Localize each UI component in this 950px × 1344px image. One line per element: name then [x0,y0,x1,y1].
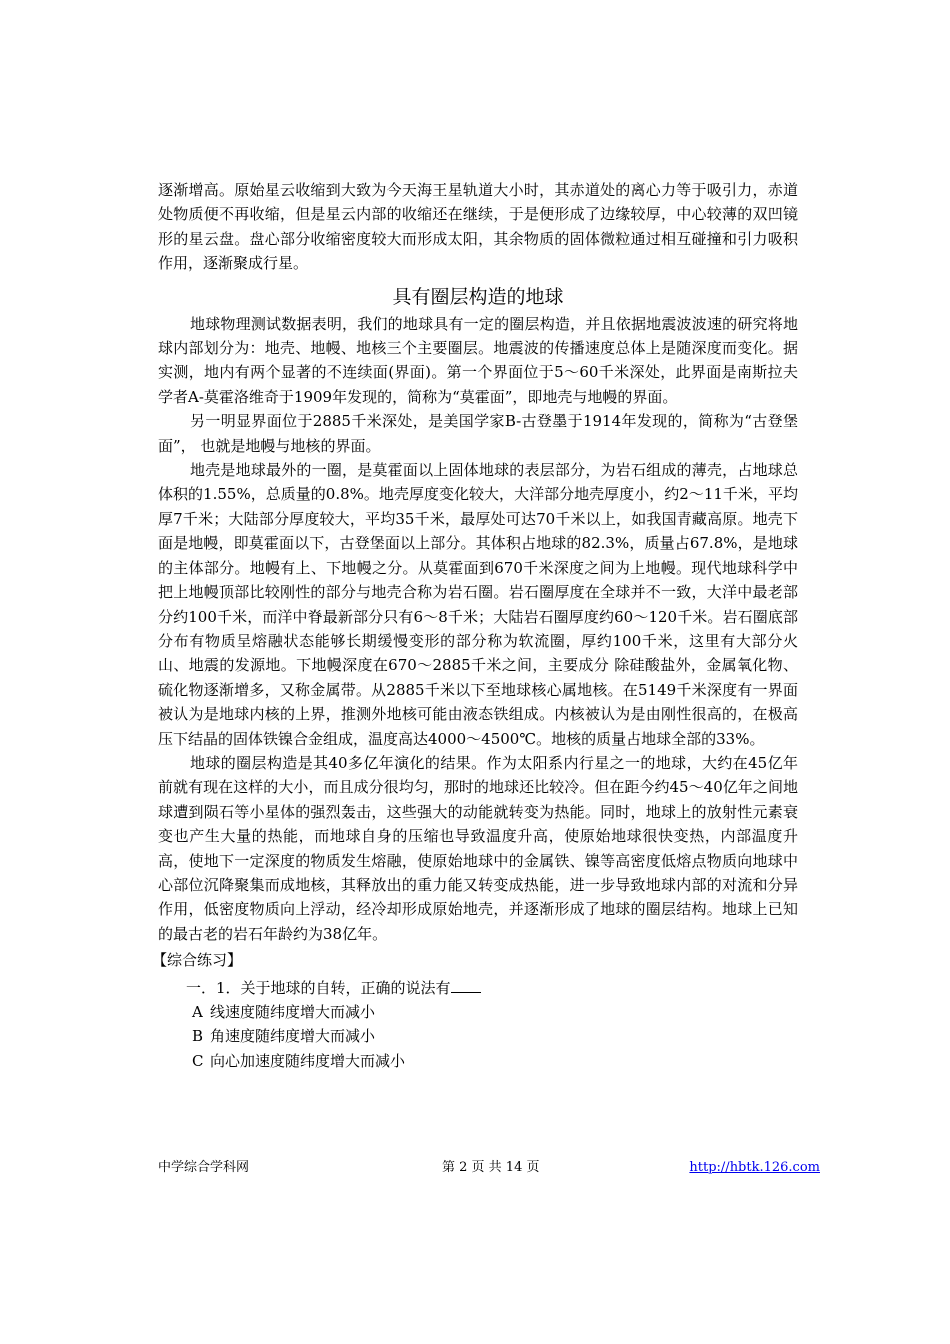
option-text: 线速度随纬度增大而减小 [210,1003,376,1021]
paragraph-layers-intro: 地球物理测试数据表明，我们的地球具有一定的圈层构造，并且依据地震波波速的研究将地球内部划分为：地壳、地幔、地核三个主要圈层。地震波的传播速度总体上是随深度而变化。据实测，地内有两个显著的不连续面(界面)。第一个界面位于5～60千米深处，此界面是南斯拉夫学者A-莫霍洛维奇于1909年发现的，简称为“莫霍面”，即地壳与地幔的界面。 [158,314,798,406]
question-1 [186,976,798,1000]
option-letter: B [192,1027,204,1046]
paragraph-crust-mantle-core: 地壳是地球最外的一圈，是莫霍面以上固体地球的表层部分，为岩石组成的薄壳，占地球总体积的1.55%，总质量的0.8%。地壳厚度变化较大，大洋部分地壳厚度小，约2～11千米，平均厚7千米；大陆部分厚度较大，平均35千米，最厚处可达70千米以上，如我国青藏高原。地壳下面是地幔，即莫霍面以下，古登堡面以上部分。其体积占地球的82.3%，质量占67.8%，是地球的主体部分。地幔有上、下地幔之分。从莫霍面到670千米深度之间为上地幔。现代地球科学中把上地幔顶部比较刚性的部分与地壳合称为岩石圈。岩石圈厚度在全球并不一致，大洋中最老部分约100千米，而洋中脊最新部分只有6～8千米；大陆岩石圈厚度约60～120千米。岩石圈底部分布有物质呈熔融状态能够长期缓慢变形的部分称为软流圈，厚约100千米，这里有大部分火山、地震的发源地。下地幔深度在670～2885千米之间，主要成分 除硅酸盐外，金属氧化物、硫化物逐渐增多，又称金属带。从2885千米以下至地球核心属地核。在5149千米深度有一界面被认为是地球内核的上界，推测外地核可能由液态铁组成。内核被认为是由刚性很高的，在极高压下结晶的固体铁镍合金组成，温度高达4000～4500℃。地核的质量占地球全部的33%。 [158,461,798,748]
page-footer [158,1159,820,1179]
option-letter: C [192,1051,204,1070]
answer-blank [451,978,481,993]
paragraph-evolution: 地球的圈层构造是其40多亿年演化的结果。作为太阳系内行星之一的地球，大约在45亿年前就有现在这样的大小，而且成分很均匀，那时的地球还比较冷。但在距今约45～40亿年之间地球遭到陨石等小星体的强烈轰击，这些强大的动能就转变为热能。同时，地球上的放射性元素衰变也产生大量的热能，而地球自身的压缩也导致温度升高，使原始地球很快变热，内部温度升高，使地下一定深度的物质发生熔融，使原始地球中的金属铁、镍等高密度低熔点物质向地球中心部位沉降聚集而成地核，其释放出的重力能又转变成热能，进一步导致地球内部的对流和分异作用，低密度物质向上浮动，经冷却形成原始地壳，并逐渐形成了地球的圈层结构。地球上已知的最古老的岩石年龄约为38亿年。 [158,753,798,943]
footer-site-name: 中学综合学科网 [158,1160,250,1175]
footer-page-number: 第 2 页 共 14 页 [442,1160,540,1175]
page-content [152,178,798,1073]
option-c [192,1049,798,1073]
footer-link[interactable]: http://hbtk.126.com [689,1160,820,1175]
paragraph-gutenberg: 另一明显界面位于2885千米深处，是美国学家B-古登墨于1914年发现的，简称为“古登堡面”， 也就是地幔与地核的界面。 [158,412,798,455]
option-b [192,1024,798,1048]
option-text: 角速度随纬度增大而减小 [210,1027,376,1046]
section-title: 具有圈层构造的地球 [392,285,564,308]
question-text: 一．1．关于地球的自转，正确的说法有 [186,978,451,997]
option-letter: A [192,1003,203,1021]
option-text: 向心加速度随纬度增大而减小 [210,1051,406,1070]
exercise-heading: 【综合练习】 [152,951,243,970]
intro-paragraph: 逐渐增高。原始星云收缩到大致为今天海王星轨道大小时，其赤道处的离心力等于吸引力，赤道处物质便不再收缩，但是星云内部的收缩还在继续，于是便形成了边缘较厚，中心较薄的双凹镜形的星云盘。盘心部分收缩密度较大而形成太阳，其余物质的固体微粒通过相互碰撞和引力吸积作用，逐渐聚成行星。 [158,181,798,273]
option-a [192,1000,798,1024]
